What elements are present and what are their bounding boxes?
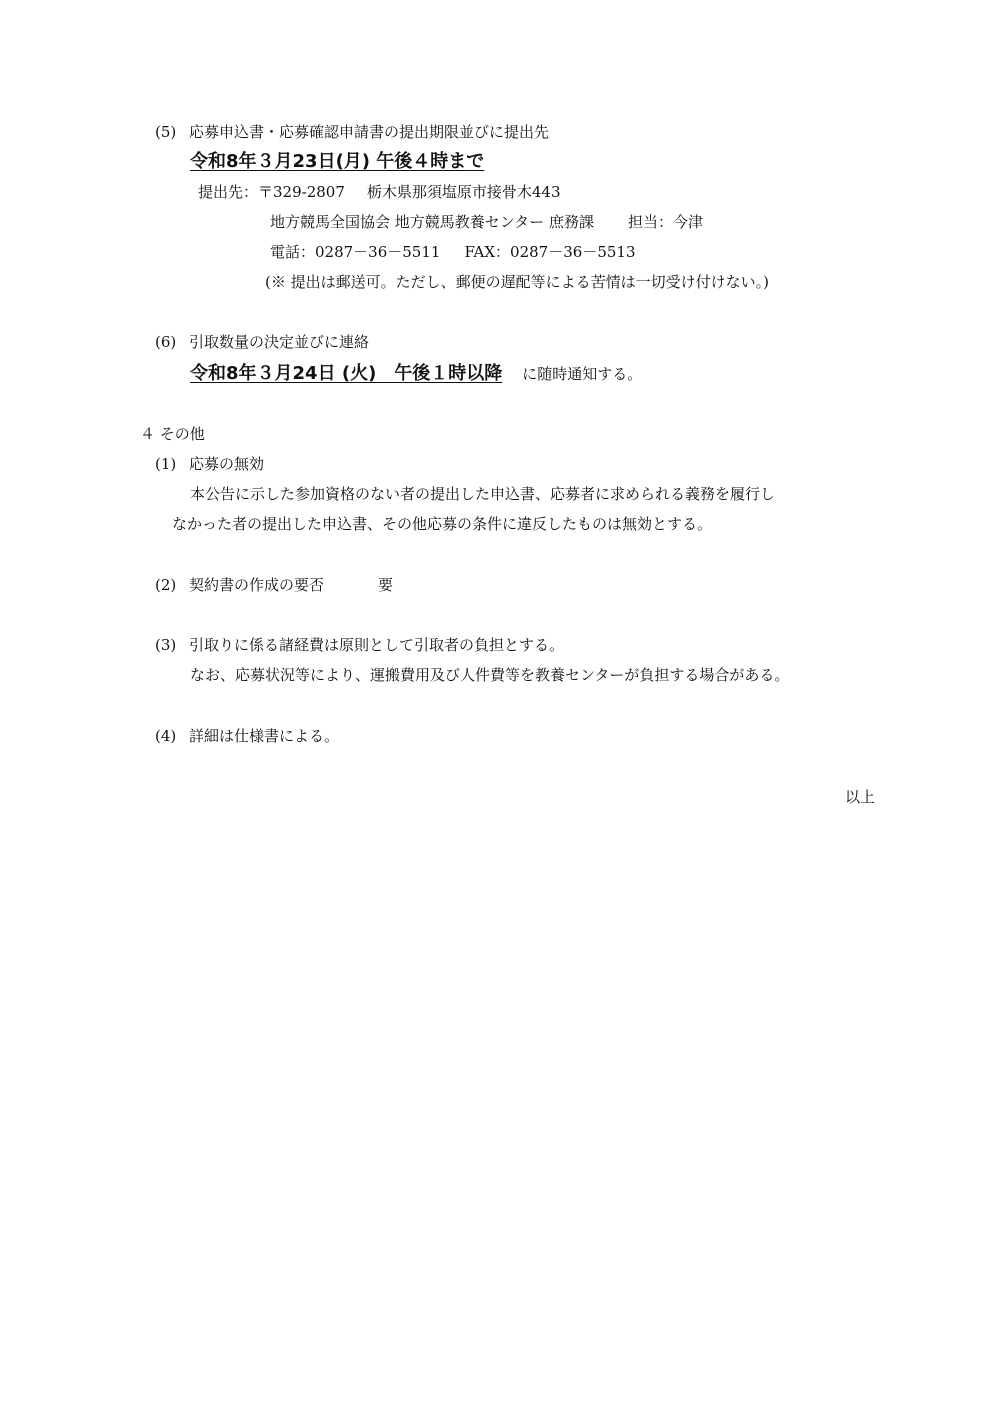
- section5-number: (5): [155, 123, 177, 141]
- address-label: 提出先：: [198, 183, 259, 201]
- item3-title-line: [155, 635, 564, 655]
- section5-phone-line: [270, 242, 636, 262]
- address: 栃木県那須塩原市接骨木443: [366, 183, 561, 201]
- item2-title: 契約書の作成の要否: [189, 576, 325, 594]
- closing-text: 以上: [845, 788, 876, 806]
- item1-title: 応募の無効: [189, 455, 265, 473]
- contact-person: 担当：今津: [627, 213, 703, 231]
- item4-title: 詳細は仕様書による。: [189, 727, 340, 745]
- postal-code: 〒329-2807: [258, 183, 345, 201]
- section6-date-line: [190, 362, 642, 386]
- section6-suffix: に随時通知する。: [522, 365, 643, 383]
- item3-number: (3): [155, 636, 177, 654]
- fax: FAX：0287－36－5513: [464, 243, 636, 261]
- section6-heading-line: [155, 332, 369, 352]
- section5-address-line: [198, 182, 561, 202]
- item4-number: (4): [155, 727, 177, 745]
- item1-body-line2: なかった者の提出した申込書、その他応募の条件に違反したものは無効とする。: [172, 515, 713, 533]
- section5-deadline: 令和8年３月23日(月) 午後４時まで: [190, 151, 485, 172]
- section5-org-line: [270, 212, 703, 232]
- section6-number: (6): [155, 333, 177, 351]
- item3-title: 引取りに係る諸経費は原則として引取者の負担とする。: [189, 636, 565, 654]
- item1-title-line: [155, 454, 264, 474]
- section6-date: 令和8年３月24日 (火) 午後１時以降: [190, 363, 503, 384]
- section5-heading-line: [155, 122, 549, 142]
- item1-number: (1): [155, 455, 177, 473]
- item2-number: (2): [155, 576, 177, 594]
- section6-heading: 引取数量の決定並びに連絡: [189, 333, 370, 351]
- section4-heading: ４ その他: [140, 425, 205, 443]
- section5-heading: 応募申込書・応募確認申請書の提出期限並びに提出先: [189, 123, 550, 141]
- item2-line: [155, 575, 393, 595]
- section5-note: (※ 提出は郵送可。ただし、郵便の遅配等による苦情は一切受け付けない。): [265, 273, 769, 291]
- item3-body: なお、応募状況等により、運搬費用及び人件費等を教養センターが負担する場合がある。: [190, 666, 790, 684]
- organization: 地方競馬全国協会 地方競馬教養センター 庶務課: [270, 213, 594, 231]
- item2-value: 要: [378, 576, 394, 594]
- tel: 電話：0287－36－5511: [270, 243, 441, 261]
- item4-line: [155, 726, 339, 746]
- item1-body-line1: 本公告に示した参加資格のない者の提出した申込書、応募者に求められる義務を履行し: [190, 485, 776, 503]
